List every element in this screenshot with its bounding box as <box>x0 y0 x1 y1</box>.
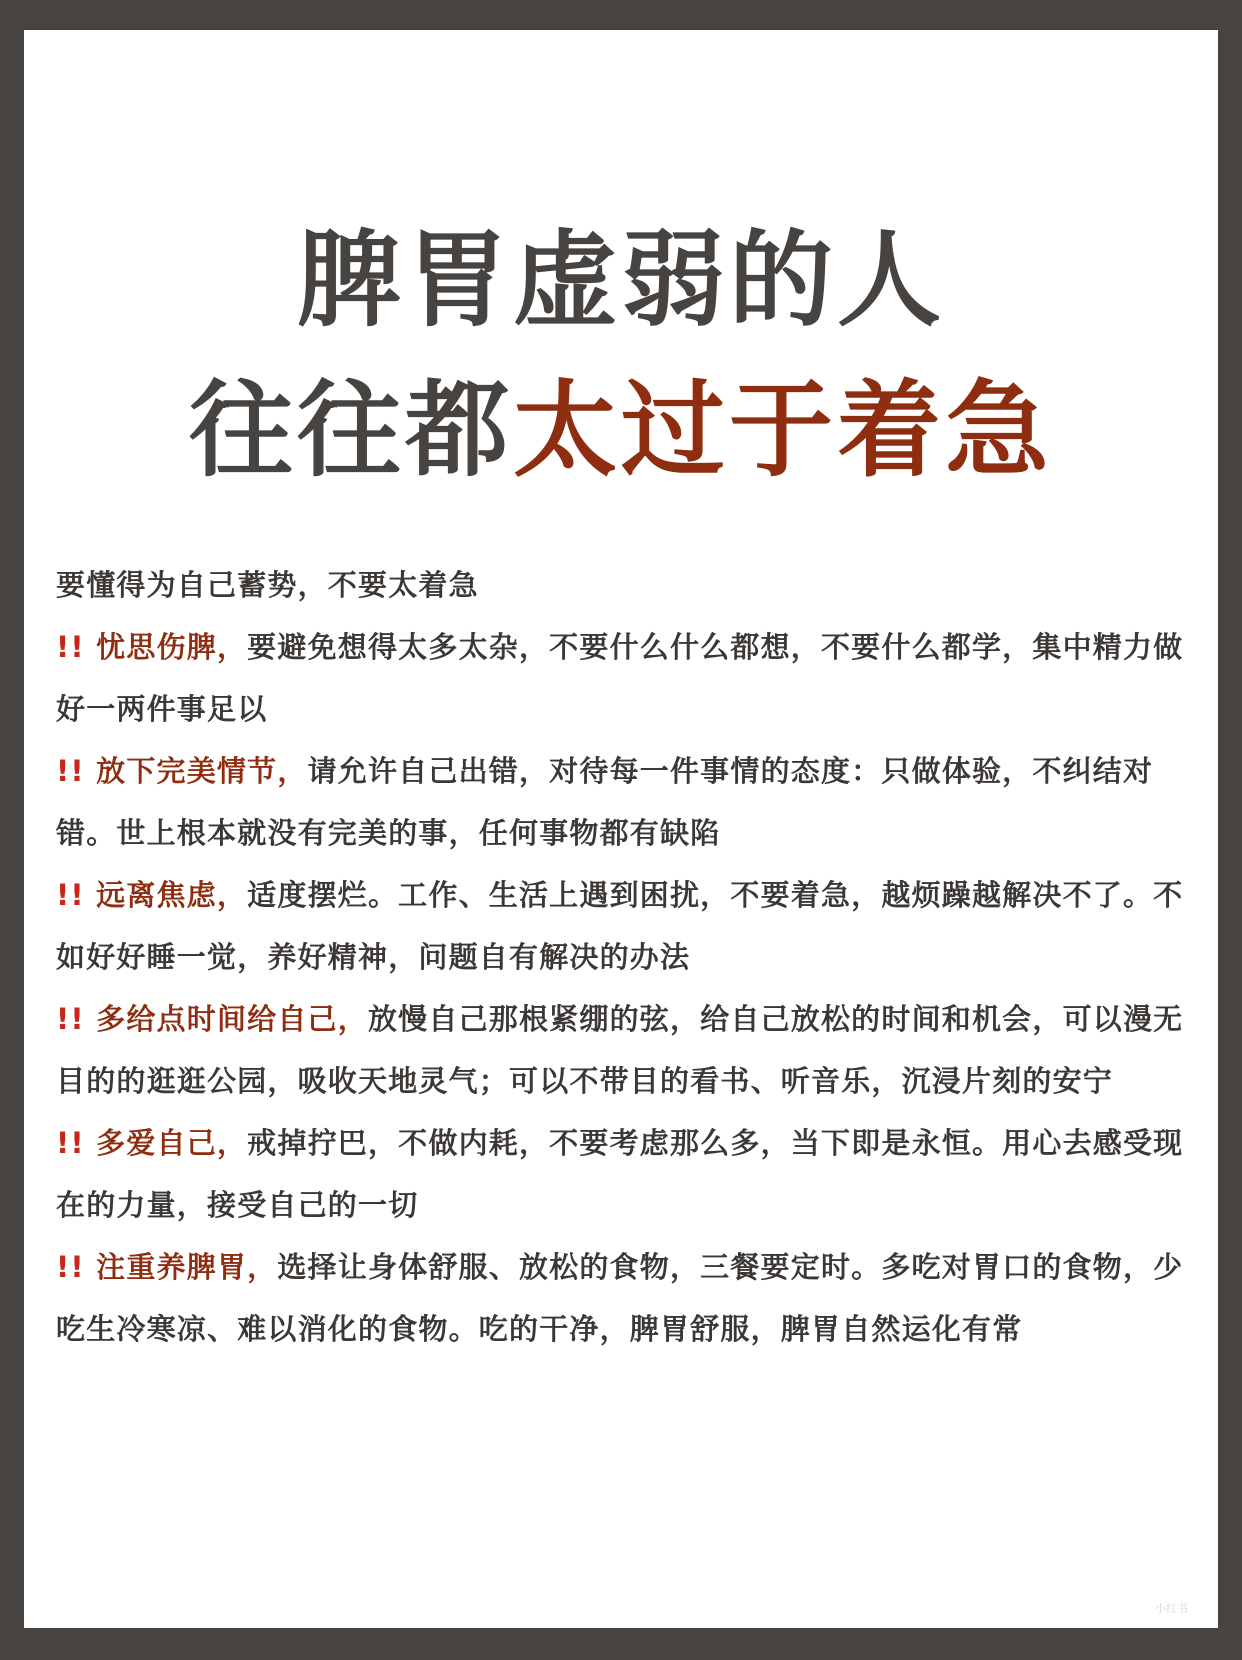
title-line-2 <box>24 370 1218 490</box>
item-key: 忧思伤脾， <box>96 630 248 664</box>
title-line-1: 脾胃虚弱的人 <box>296 219 945 341</box>
list-item <box>56 616 1196 740</box>
watermark: 小红书 <box>1155 1602 1188 1615</box>
content-card <box>24 30 1218 1628</box>
bullet-marker: !! <box>56 1002 85 1036</box>
bullet-marker: !! <box>56 630 85 664</box>
list-item <box>56 1112 1196 1236</box>
item-text: 放慢自己那根紧绷的弦，给自己放松的时间和机会，可以漫无目的的逛逛公园，吸收天地灵气；可以不带目的看书、听音乐，沉浸片刻的安宁 <box>56 1002 1184 1098</box>
list-item <box>56 1236 1196 1360</box>
item-text: 选择让身体舒服、放松的食物，三餐要定时。多吃对胃口的食物，少吃生冷寒凉、难以消化的食物。吃的干净，脾胃舒服，脾胃自然运化有常 <box>56 1250 1184 1346</box>
bullet-marker: !! <box>56 754 85 788</box>
item-key: 远离焦虑， <box>96 878 248 912</box>
item-text: 要避免想得太多太杂，不要什么什么都想，不要什么都学，集中精力做好一两件事足以 <box>56 630 1184 726</box>
item-key: 多给点时间给自己， <box>96 1002 368 1036</box>
intro-paragraph: 要懂得为自己蓄势，不要太着急 <box>56 568 479 602</box>
list-item <box>56 864 1196 988</box>
item-text: 请允许自己出错，对待每一件事情的态度：只做体验，不纠结对错。世上根本就没有完美的事，任何事物都有缺陷 <box>56 754 1154 850</box>
bullet-marker: !! <box>56 1250 85 1284</box>
item-text: 适度摆烂。工作、生活上遇到困扰，不要着急，越烦躁越解决不了。不如好好睡一觉，养好精神，问题自有解决的办法 <box>56 878 1184 974</box>
bullet-marker: !! <box>56 878 85 912</box>
item-key: 多爱自己， <box>96 1126 248 1160</box>
list-item <box>56 740 1196 864</box>
bullet-marker: !! <box>56 1126 85 1160</box>
item-text: 戒掉拧巴，不做内耗，不要考虑那么多，当下即是永恒。用心去感受现在的力量，接受自己的一切 <box>56 1126 1184 1222</box>
title-plain: 往往都 <box>188 369 513 491</box>
title-accent: 太过于着急 <box>513 369 1054 491</box>
body-text <box>56 554 1196 1360</box>
list-item <box>56 988 1196 1112</box>
item-key: 注重养脾胃， <box>96 1250 278 1284</box>
item-key: 放下完美情节， <box>96 754 308 788</box>
